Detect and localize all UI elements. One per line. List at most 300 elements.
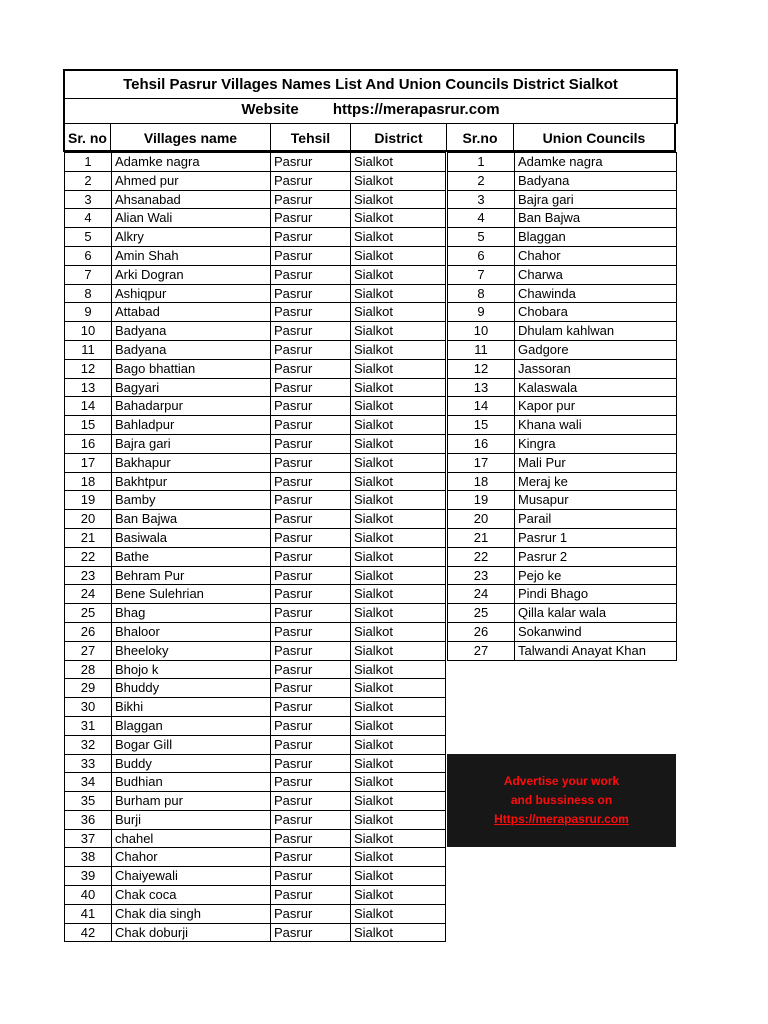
village-district-cell: Sialkot xyxy=(351,190,446,209)
table-row xyxy=(65,453,446,472)
village-tehsil-cell: Pasrur xyxy=(271,604,351,623)
council-name-cell: Pejo ke xyxy=(515,566,677,585)
ad-line-1: Advertise your work xyxy=(503,774,620,788)
village-sr-cell: 19 xyxy=(65,491,112,510)
village-sr-cell: 13 xyxy=(65,378,112,397)
village-district-cell: Sialkot xyxy=(351,228,446,247)
header-villages-name: Villages name xyxy=(111,124,271,152)
village-district-cell: Sialkot xyxy=(351,171,446,190)
villages-table xyxy=(64,152,446,942)
village-sr-cell: 34 xyxy=(65,773,112,792)
header-sr-no-2: Sr.no xyxy=(447,124,514,152)
village-sr-cell: 3 xyxy=(65,190,112,209)
table-row xyxy=(65,735,446,754)
village-sr-cell: 5 xyxy=(65,228,112,247)
council-name-cell: Kalaswala xyxy=(515,378,677,397)
village-sr-cell: 1 xyxy=(65,153,112,172)
village-sr-cell: 29 xyxy=(65,679,112,698)
council-name-cell: Bajra gari xyxy=(515,190,677,209)
village-sr-cell: 22 xyxy=(65,547,112,566)
village-sr-cell: 7 xyxy=(65,265,112,284)
council-name-cell: Mali Pur xyxy=(515,453,677,472)
village-tehsil-cell: Pasrur xyxy=(271,679,351,698)
village-tehsil-cell: Pasrur xyxy=(271,228,351,247)
village-district-cell: Sialkot xyxy=(351,510,446,529)
council-sr-cell: 24 xyxy=(448,585,515,604)
table-row xyxy=(448,359,677,378)
village-sr-cell: 38 xyxy=(65,848,112,867)
village-name-cell: Bheeloky xyxy=(112,641,271,660)
council-sr-cell: 5 xyxy=(448,228,515,247)
table-row xyxy=(65,904,446,923)
village-district-cell: Sialkot xyxy=(351,585,446,604)
council-name-cell: Sokanwind xyxy=(515,622,677,641)
council-name-cell: Chahor xyxy=(515,246,677,265)
village-name-cell: Basiwala xyxy=(112,528,271,547)
village-tehsil-cell: Pasrur xyxy=(271,153,351,172)
village-sr-cell: 16 xyxy=(65,434,112,453)
village-tehsil-cell: Pasrur xyxy=(271,716,351,735)
village-sr-cell: 12 xyxy=(65,359,112,378)
village-tehsil-cell: Pasrur xyxy=(271,754,351,773)
table-row xyxy=(448,566,677,585)
village-district-cell: Sialkot xyxy=(351,246,446,265)
village-tehsil-cell: Pasrur xyxy=(271,397,351,416)
village-sr-cell: 27 xyxy=(65,641,112,660)
village-tehsil-cell: Pasrur xyxy=(271,171,351,190)
council-name-cell: Meraj ke xyxy=(515,472,677,491)
village-tehsil-cell: Pasrur xyxy=(271,923,351,942)
village-district-cell: Sialkot xyxy=(351,792,446,811)
village-district-cell: Sialkot xyxy=(351,153,446,172)
council-sr-cell: 4 xyxy=(448,209,515,228)
council-sr-cell: 15 xyxy=(448,416,515,435)
village-tehsil-cell: Pasrur xyxy=(271,660,351,679)
table-row xyxy=(65,754,446,773)
table-row xyxy=(448,397,677,416)
council-sr-cell: 11 xyxy=(448,340,515,359)
council-sr-cell: 20 xyxy=(448,510,515,529)
village-tehsil-cell: Pasrur xyxy=(271,416,351,435)
table-row xyxy=(65,510,446,529)
council-name-cell: Pindi Bhago xyxy=(515,585,677,604)
village-sr-cell: 25 xyxy=(65,604,112,623)
council-sr-cell: 7 xyxy=(448,265,515,284)
village-district-cell: Sialkot xyxy=(351,284,446,303)
village-district-cell: Sialkot xyxy=(351,848,446,867)
village-name-cell: Bahadarpur xyxy=(112,397,271,416)
village-tehsil-cell: Pasrur xyxy=(271,190,351,209)
village-sr-cell: 8 xyxy=(65,284,112,303)
village-name-cell: Bagyari xyxy=(112,378,271,397)
village-tehsil-cell: Pasrur xyxy=(271,566,351,585)
council-sr-cell: 13 xyxy=(448,378,515,397)
table-row xyxy=(65,716,446,735)
village-sr-cell: 36 xyxy=(65,810,112,829)
village-name-cell: Buddy xyxy=(112,754,271,773)
header-tehsil: Tehsil xyxy=(271,124,351,152)
website-label: Website xyxy=(241,101,299,118)
council-name-cell: Adamke nagra xyxy=(515,153,677,172)
table-row xyxy=(65,547,446,566)
table-row xyxy=(65,284,446,303)
village-name-cell: Burji xyxy=(112,810,271,829)
council-name-cell: Dhulam kahlwan xyxy=(515,322,677,341)
council-sr-cell: 16 xyxy=(448,434,515,453)
website-url[interactable]: https://merapasrur.com xyxy=(332,101,500,118)
table-row xyxy=(65,829,446,848)
village-name-cell: Chahor xyxy=(112,848,271,867)
village-district-cell: Sialkot xyxy=(351,209,446,228)
header-district: District xyxy=(351,124,447,152)
village-district-cell: Sialkot xyxy=(351,622,446,641)
village-name-cell: Chaiyewali xyxy=(112,867,271,886)
village-district-cell: Sialkot xyxy=(351,416,446,435)
village-name-cell: Bhuddy xyxy=(112,679,271,698)
village-sr-cell: 33 xyxy=(65,754,112,773)
village-name-cell: Bakhapur xyxy=(112,453,271,472)
table-row xyxy=(65,604,446,623)
council-sr-cell: 10 xyxy=(448,322,515,341)
table-row xyxy=(448,303,677,322)
table-row xyxy=(65,434,446,453)
village-name-cell: Bajra gari xyxy=(112,434,271,453)
village-district-cell: Sialkot xyxy=(351,886,446,905)
advertisement-box xyxy=(447,754,676,847)
village-district-cell: Sialkot xyxy=(351,867,446,886)
village-district-cell: Sialkot xyxy=(351,303,446,322)
table-row xyxy=(65,698,446,717)
village-name-cell: Budhian xyxy=(112,773,271,792)
village-district-cell: Sialkot xyxy=(351,491,446,510)
village-sr-cell: 17 xyxy=(65,453,112,472)
village-district-cell: Sialkot xyxy=(351,378,446,397)
village-tehsil-cell: Pasrur xyxy=(271,867,351,886)
council-sr-cell: 6 xyxy=(448,246,515,265)
village-tehsil-cell: Pasrur xyxy=(271,303,351,322)
village-sr-cell: 42 xyxy=(65,923,112,942)
table-row xyxy=(65,792,446,811)
village-tehsil-cell: Pasrur xyxy=(271,246,351,265)
village-district-cell: Sialkot xyxy=(351,660,446,679)
village-name-cell: Bene Sulehrian xyxy=(112,585,271,604)
table-row xyxy=(448,246,677,265)
village-sr-cell: 9 xyxy=(65,303,112,322)
village-name-cell: Alkry xyxy=(112,228,271,247)
council-sr-cell: 9 xyxy=(448,303,515,322)
council-sr-cell: 8 xyxy=(448,284,515,303)
village-tehsil-cell: Pasrur xyxy=(271,434,351,453)
table-row xyxy=(65,622,446,641)
village-tehsil-cell: Pasrur xyxy=(271,886,351,905)
village-district-cell: Sialkot xyxy=(351,604,446,623)
village-name-cell: Amin Shah xyxy=(112,246,271,265)
village-district-cell: Sialkot xyxy=(351,679,446,698)
village-sr-cell: 39 xyxy=(65,867,112,886)
table-row xyxy=(65,265,446,284)
table-row xyxy=(448,453,677,472)
village-tehsil-cell: Pasrur xyxy=(271,547,351,566)
table-row xyxy=(448,434,677,453)
table-row xyxy=(65,660,446,679)
table-row xyxy=(65,153,446,172)
table-row xyxy=(448,171,677,190)
table-row xyxy=(65,246,446,265)
village-district-cell: Sialkot xyxy=(351,472,446,491)
table-row xyxy=(448,472,677,491)
council-name-cell: Pasrur 1 xyxy=(515,528,677,547)
village-tehsil-cell: Pasrur xyxy=(271,698,351,717)
website-row xyxy=(63,97,678,124)
village-name-cell: Bhojo k xyxy=(112,660,271,679)
council-name-cell: Ban Bajwa xyxy=(515,209,677,228)
ad-link[interactable]: Https://merapasrur.com xyxy=(494,812,629,826)
table-row xyxy=(448,228,677,247)
village-tehsil-cell: Pasrur xyxy=(271,453,351,472)
table-row xyxy=(65,923,446,942)
village-sr-cell: 24 xyxy=(65,585,112,604)
council-name-cell: Charwa xyxy=(515,265,677,284)
village-district-cell: Sialkot xyxy=(351,547,446,566)
village-tehsil-cell: Pasrur xyxy=(271,340,351,359)
village-district-cell: Sialkot xyxy=(351,904,446,923)
table-row xyxy=(448,641,677,660)
village-name-cell: Badyana xyxy=(112,322,271,341)
table-row xyxy=(448,153,677,172)
table-row xyxy=(65,848,446,867)
table-row xyxy=(65,303,446,322)
village-tehsil-cell: Pasrur xyxy=(271,622,351,641)
council-sr-cell: 18 xyxy=(448,472,515,491)
table-row xyxy=(448,416,677,435)
village-name-cell: Ahmed pur xyxy=(112,171,271,190)
village-district-cell: Sialkot xyxy=(351,359,446,378)
village-name-cell: Blaggan xyxy=(112,716,271,735)
table-row xyxy=(448,209,677,228)
council-name-cell: Chobara xyxy=(515,303,677,322)
council-sr-cell: 26 xyxy=(448,622,515,641)
village-sr-cell: 20 xyxy=(65,510,112,529)
village-sr-cell: 2 xyxy=(65,171,112,190)
village-district-cell: Sialkot xyxy=(351,453,446,472)
village-name-cell: Bogar Gill xyxy=(112,735,271,754)
table-row xyxy=(65,359,446,378)
village-name-cell: Bathe xyxy=(112,547,271,566)
village-tehsil-cell: Pasrur xyxy=(271,735,351,754)
village-tehsil-cell: Pasrur xyxy=(271,641,351,660)
council-sr-cell: 27 xyxy=(448,641,515,660)
table-row xyxy=(448,190,677,209)
village-sr-cell: 11 xyxy=(65,340,112,359)
table-row xyxy=(65,810,446,829)
village-name-cell: Bamby xyxy=(112,491,271,510)
council-sr-cell: 22 xyxy=(448,547,515,566)
table-row xyxy=(65,491,446,510)
village-name-cell: Ahsanabad xyxy=(112,190,271,209)
table-row xyxy=(448,378,677,397)
table-row xyxy=(448,604,677,623)
table-row xyxy=(65,397,446,416)
village-tehsil-cell: Pasrur xyxy=(271,585,351,604)
village-tehsil-cell: Pasrur xyxy=(271,810,351,829)
village-name-cell: Bikhi xyxy=(112,698,271,717)
village-district-cell: Sialkot xyxy=(351,265,446,284)
council-sr-cell: 25 xyxy=(448,604,515,623)
village-name-cell: Adamke nagra xyxy=(112,153,271,172)
village-tehsil-cell: Pasrur xyxy=(271,528,351,547)
village-district-cell: Sialkot xyxy=(351,754,446,773)
table-row xyxy=(65,867,446,886)
village-tehsil-cell: Pasrur xyxy=(271,510,351,529)
council-sr-cell: 2 xyxy=(448,171,515,190)
village-district-cell: Sialkot xyxy=(351,810,446,829)
table-row xyxy=(65,378,446,397)
village-name-cell: Ban Bajwa xyxy=(112,510,271,529)
village-sr-cell: 30 xyxy=(65,698,112,717)
village-name-cell: Bakhtpur xyxy=(112,472,271,491)
council-name-cell: Musapur xyxy=(515,491,677,510)
village-district-cell: Sialkot xyxy=(351,923,446,942)
council-sr-cell: 21 xyxy=(448,528,515,547)
village-sr-cell: 26 xyxy=(65,622,112,641)
council-name-cell: Chawinda xyxy=(515,284,677,303)
council-name-cell: Talwandi Anayat Khan xyxy=(515,641,677,660)
council-sr-cell: 19 xyxy=(448,491,515,510)
village-tehsil-cell: Pasrur xyxy=(271,848,351,867)
table-row xyxy=(65,886,446,905)
village-district-cell: Sialkot xyxy=(351,322,446,341)
village-tehsil-cell: Pasrur xyxy=(271,792,351,811)
village-name-cell: Bahladpur xyxy=(112,416,271,435)
council-sr-cell: 17 xyxy=(448,453,515,472)
village-district-cell: Sialkot xyxy=(351,434,446,453)
village-district-cell: Sialkot xyxy=(351,528,446,547)
village-sr-cell: 10 xyxy=(65,322,112,341)
table-row xyxy=(448,284,677,303)
table-row xyxy=(65,585,446,604)
village-name-cell: Behram Pur xyxy=(112,566,271,585)
village-sr-cell: 21 xyxy=(65,528,112,547)
council-name-cell: Blaggan xyxy=(515,228,677,247)
village-tehsil-cell: Pasrur xyxy=(271,322,351,341)
union-councils-table xyxy=(447,152,677,661)
village-sr-cell: 28 xyxy=(65,660,112,679)
table-row xyxy=(65,528,446,547)
village-tehsil-cell: Pasrur xyxy=(271,284,351,303)
table-row xyxy=(448,585,677,604)
village-name-cell: Chak coca xyxy=(112,886,271,905)
table-row xyxy=(65,228,446,247)
page-title: Tehsil Pasrur Villages Names List And Union Councils District Sialkot xyxy=(63,69,678,99)
council-sr-cell: 3 xyxy=(448,190,515,209)
village-tehsil-cell: Pasrur xyxy=(271,491,351,510)
village-tehsil-cell: Pasrur xyxy=(271,378,351,397)
village-sr-cell: 15 xyxy=(65,416,112,435)
header-union-councils: Union Councils xyxy=(514,124,676,152)
village-sr-cell: 6 xyxy=(65,246,112,265)
village-name-cell: Bhag xyxy=(112,604,271,623)
council-name-cell: Pasrur 2 xyxy=(515,547,677,566)
table-row xyxy=(65,773,446,792)
council-name-cell: Parail xyxy=(515,510,677,529)
table-row xyxy=(65,566,446,585)
table-row xyxy=(65,679,446,698)
village-name-cell: chahel xyxy=(112,829,271,848)
council-name-cell: Kapor pur xyxy=(515,397,677,416)
village-sr-cell: 23 xyxy=(65,566,112,585)
village-tehsil-cell: Pasrur xyxy=(271,904,351,923)
village-district-cell: Sialkot xyxy=(351,773,446,792)
table-row xyxy=(448,622,677,641)
council-sr-cell: 1 xyxy=(448,153,515,172)
village-district-cell: Sialkot xyxy=(351,698,446,717)
village-district-cell: Sialkot xyxy=(351,716,446,735)
village-district-cell: Sialkot xyxy=(351,397,446,416)
council-sr-cell: 23 xyxy=(448,566,515,585)
council-sr-cell: 14 xyxy=(448,397,515,416)
village-sr-cell: 41 xyxy=(65,904,112,923)
village-tehsil-cell: Pasrur xyxy=(271,773,351,792)
village-name-cell: Burham pur xyxy=(112,792,271,811)
village-sr-cell: 4 xyxy=(65,209,112,228)
village-name-cell: Attabad xyxy=(112,303,271,322)
table-row xyxy=(448,528,677,547)
table-row xyxy=(448,265,677,284)
table-row xyxy=(65,340,446,359)
village-district-cell: Sialkot xyxy=(351,566,446,585)
village-name-cell: Badyana xyxy=(112,340,271,359)
header-sr-no: Sr. no xyxy=(63,124,111,152)
table-row xyxy=(448,491,677,510)
village-tehsil-cell: Pasrur xyxy=(271,359,351,378)
village-sr-cell: 18 xyxy=(65,472,112,491)
village-name-cell: Chak dia singh xyxy=(112,904,271,923)
village-district-cell: Sialkot xyxy=(351,340,446,359)
council-name-cell: Jassoran xyxy=(515,359,677,378)
table-row xyxy=(65,472,446,491)
council-sr-cell: 12 xyxy=(448,359,515,378)
village-sr-cell: 31 xyxy=(65,716,112,735)
village-sr-cell: 14 xyxy=(65,397,112,416)
village-tehsil-cell: Pasrur xyxy=(271,265,351,284)
table-row xyxy=(65,416,446,435)
village-name-cell: Chak doburji xyxy=(112,923,271,942)
village-sr-cell: 40 xyxy=(65,886,112,905)
village-sr-cell: 32 xyxy=(65,735,112,754)
table-row xyxy=(448,510,677,529)
village-tehsil-cell: Pasrur xyxy=(271,829,351,848)
village-name-cell: Arki Dogran xyxy=(112,265,271,284)
council-name-cell: Gadgore xyxy=(515,340,677,359)
council-name-cell: Khana wali xyxy=(515,416,677,435)
council-name-cell: Badyana xyxy=(515,171,677,190)
village-name-cell: Bhaloor xyxy=(112,622,271,641)
village-district-cell: Sialkot xyxy=(351,735,446,754)
table-row xyxy=(448,322,677,341)
council-name-cell: Kingra xyxy=(515,434,677,453)
village-district-cell: Sialkot xyxy=(351,829,446,848)
village-district-cell: Sialkot xyxy=(351,641,446,660)
village-sr-cell: 37 xyxy=(65,829,112,848)
village-sr-cell: 35 xyxy=(65,792,112,811)
table-row xyxy=(448,340,677,359)
village-name-cell: Alian Wali xyxy=(112,209,271,228)
table-row xyxy=(65,190,446,209)
table-row xyxy=(65,641,446,660)
village-tehsil-cell: Pasrur xyxy=(271,209,351,228)
table-row xyxy=(65,322,446,341)
table-row xyxy=(65,209,446,228)
